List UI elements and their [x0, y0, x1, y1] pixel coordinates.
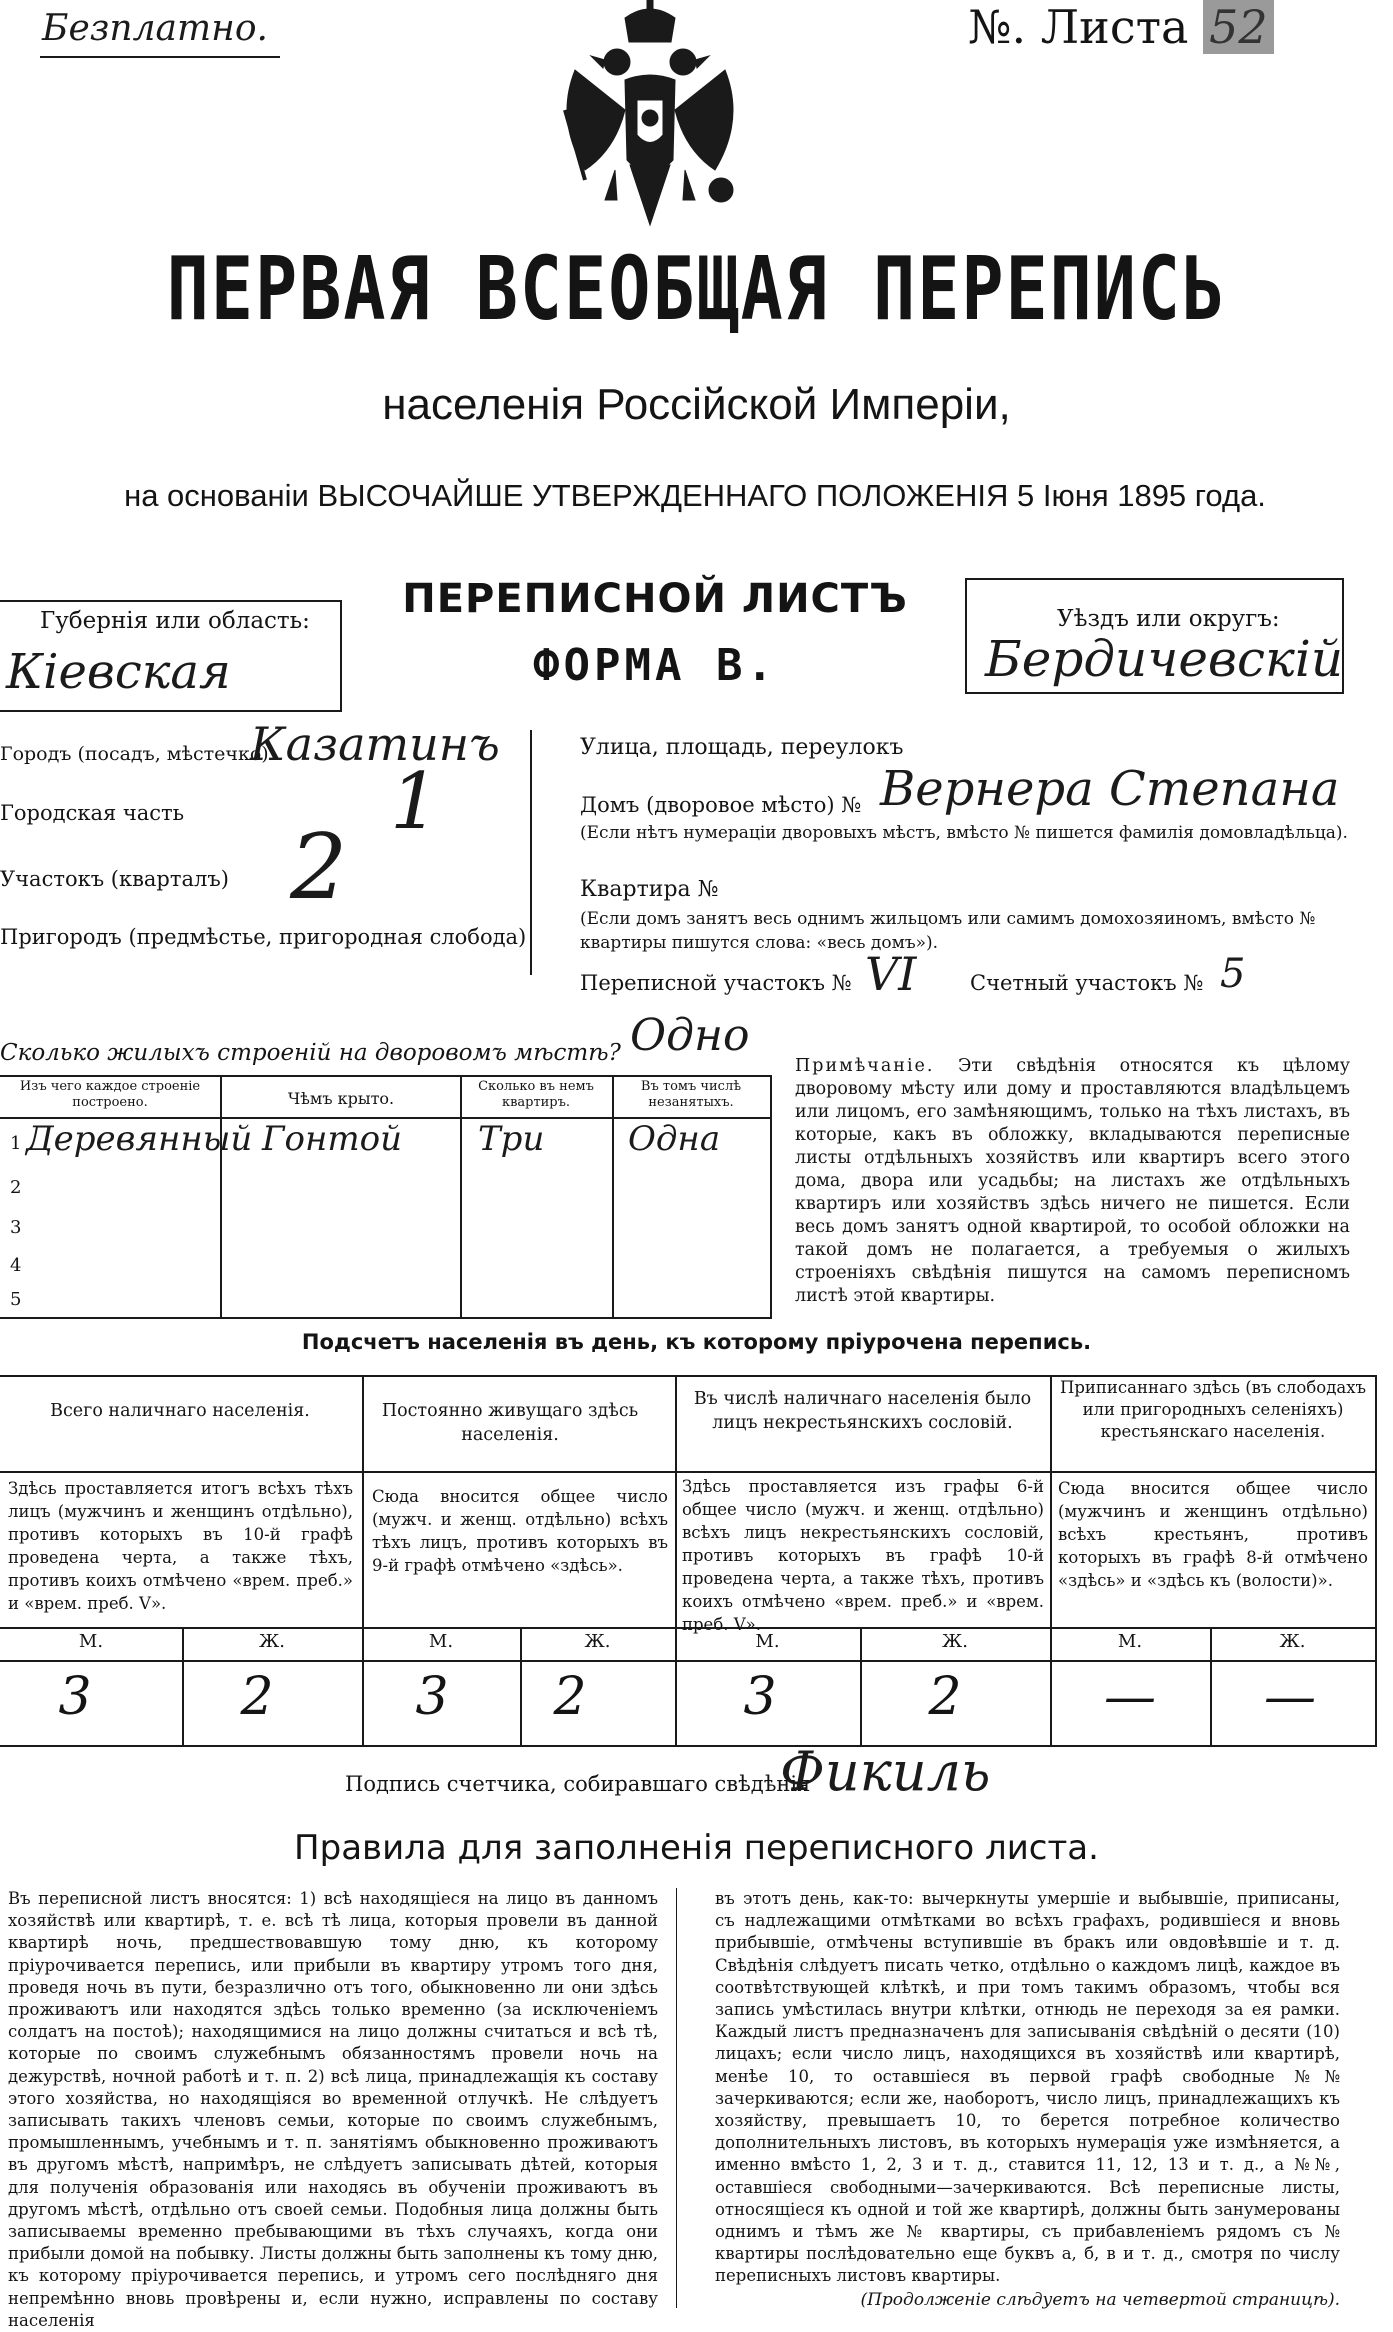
note-text: Эти свѣдѣнія относятся къ цѣлому дворовому мѣсту или дому и проставляются владѣльцемъ или лицомъ, его замѣняющимъ, только на тѣхъ листахъ, въ которые, какъ въ обложку, вкладываются переписные листы отдѣльныхъ хозяйствъ или квартиръ всего этого дома, двора или усадьбы; на листахъ же отдѣльныхъ квартиръ или хозяйствъ здѣсь ничего не пишется. Если весь домъ занятъ одной квартирой, то особой обложки на такой домъ не полагается, а требуемыя о жилыхъ строеніяхъ свѣдѣнія пишутся на самомъ переписномъ листѣ этой квартиры. — [795, 1056, 1350, 1306]
summary-col-total-desc: Здѣсь проставляется итогъ всѣхъ тѣхъ лицъ (мужчинъ и женщинъ отдѣльно), противъ которыхъ въ 10-й графѣ проведена черта, а также тѣхъ, противъ коихъ отмѣчено «врем. преб.» и «врем. преб. V». — [8, 1479, 353, 1613]
summary-col-peasant-head: Приписаннаго здѣсь (въ слободахъ или пригородныхъ селеніяхъ) крестьянскаго населенія. — [1059, 1378, 1367, 1441]
rules-left-column: Въ переписной листъ вносятся: 1) всѣ находящіеся на лицо въ данномъ хозяйствѣ или квартирѣ, т. е. всѣ тѣ лица, которыя провели въ данной квартирѣ ночь, предшествовавшую тому дню, къ которому пріурочивается перепись, или прибыли въ квартиру утромъ того дня, проведя ночь въ пути, безразлично отъ того, обыкновенно ли они здѣсь проживаютъ или находятся здѣсь только временно (за исключеніемъ солдатъ на постоѣ); находящимися на лицо должны считаться и всѣ тѣ, которые по своимъ служебнымъ обязанностямъ провели ночь на дежурствѣ, ночной работѣ и т. п. 2) всѣ лица, принадлежащія къ составу этого хозяйства, но находящіяся во временной отлучкѣ. Не слѣдуетъ записывать такихъ членовъ семьи, которые по своимъ служебнымъ, промышленнымъ, учебнымъ и т. п. занятіямъ обыкновенно проживаютъ въ другомъ мѣстѣ, напримѣръ, не слѣдуетъ записывать дѣтей, которыя для полученія образованія или находясь въ обученіи проживаютъ въ другомъ мѣстѣ, отдѣльно отъ своей семьи. Подобныя лица должны быть записываемы временно пребывающими въ тѣхъ случаяхъ, когда они прибыли домой на побывку. Листы должны быть заполнены къ тому дню, къ которому пріурочивается перепись, и утромъ сего послѣдняго дня непремѣнно вновь провѣрены и, если нужно, исправлены по составу населенія — [8, 1889, 658, 2330]
female-label: Ж. — [584, 1631, 611, 1652]
free-label: Безплатно. — [42, 8, 268, 49]
row-number: 2 — [10, 1177, 22, 1198]
city-part-value: 1 — [390, 757, 440, 847]
rules-right-text: въ этотъ день, как-то: вычеркнуты умершіе и выбывшіе, приписаны, съ надлежащими отмѣтками во всѣхъ графахъ, родившіеся и вновь прибывшіе, отмѣчены вступившіе въ бракъ или овдовѣвшіе и т. д. Свѣдѣнія слѣдуетъ писать четко, отдѣльно о каждомъ лицѣ, каждое въ соотвѣтствующей клѣткѣ, и при томъ такимъ образомъ, чтобы вся запись умѣстилась внутри клѣтки, отнюдь не переходя за ея рамки. Каждый листъ предназначенъ для записыванія свѣдѣній о десяти (10) лицахъ; если число лицъ, находящихся въ хозяйствѣ или квартирѣ, менѣе 10, то оставшіеся въ первой графѣ свободные №№ зачеркиваются; если же, наоборотъ, число лицъ, принадлежащихъ къ хозяйству, превышаетъ 10, то берется потребное количество дополнительныхъ листовъ, въ которыхъ нумерація уже измѣняется, а именно вмѣсто 1, 2, 3 и т. д., ставится 11, 12, 13 и т. д., а №№, оставшіеся свободными—зачеркиваются. Всѣ переписные листы, относящіеся къ одной и той же квартирѣ, должны быть занумерованы однимъ и тѣмъ же № квартиры, съ прибавленіемъ рядомъ съ № квартиры послѣдовательно еще буквъ а, б, в и т. д., смотря по числу переписныхъ листовъ квартиры. — [715, 1889, 1340, 2286]
male-label: М. — [428, 1631, 454, 1652]
rules-right-column — [715, 1888, 1340, 2310]
sheet-number-label: №. Листа — [968, 0, 1189, 54]
district-value: 2 — [290, 815, 348, 920]
row-roof: Гонтой — [262, 1119, 402, 1159]
city-value: Казатинъ — [250, 717, 500, 771]
buildings-header-apartments: Сколько въ немъ квартиръ. — [478, 1079, 594, 1110]
buildings-header-material: Изъ чего каждое строеніе построено. — [19, 1079, 201, 1110]
city-label: Городъ (посадъ, мѣстечко) — [0, 743, 269, 765]
female-label: Ж. — [942, 1631, 968, 1652]
summary-col-peasant-desc: Сюда вносится общее число (мужчинъ и женщинъ отдѣльно) всѣхъ крестьянъ, противъ которыхъ въ графѣ 8-й отмѣчено «здѣсь» и «здѣсь къ (волости)». — [1058, 1479, 1368, 1590]
female-label: Ж. — [259, 1631, 285, 1652]
buildings-header-roof: Чѣмъ крыто. — [287, 1089, 395, 1108]
gubernia-box — [0, 600, 342, 712]
table-row — [0, 1119, 770, 1165]
male-label: М. — [78, 1631, 104, 1652]
address-left — [0, 715, 560, 975]
row-number: 4 — [10, 1255, 22, 1276]
buildings-table — [0, 1075, 772, 1319]
form-type: ФОРМА В. — [533, 640, 777, 691]
buildings-question: Сколько жилыхъ строеній на дворовомъ мѣстѣ? — [0, 1040, 621, 1066]
count-district-label: Счетный участокъ № — [970, 971, 1204, 995]
uezd-box — [965, 578, 1344, 694]
permanent-male-value: 3 — [415, 1667, 449, 1727]
signature-value: Фикиль — [780, 1740, 991, 1803]
buildings-answer: Одно — [630, 1010, 750, 1061]
census-district-label: Переписной участокъ № — [580, 971, 852, 995]
gubernia-label: Губернія или область: — [40, 608, 310, 634]
summary-col-nonpeasant-head: Въ числѣ наличнаго населенія было лицъ некрестьянскихъ сословій. — [693, 1389, 1032, 1433]
row-apartments: Три — [478, 1119, 545, 1159]
permanent-female-value: 2 — [553, 1667, 587, 1727]
signature-label: Подпись счетчика, собиравшаго свѣдѣнія — [345, 1772, 811, 1796]
row-number: 5 — [10, 1289, 22, 1310]
nonpeasant-female-value: 2 — [928, 1667, 962, 1727]
sheet-number — [968, 0, 1274, 54]
summary-col-permanent-head: Постоянно живущаго здѣсь населенія. — [381, 1401, 639, 1445]
male-label: М. — [1117, 1631, 1143, 1652]
buildings-note — [795, 1055, 1350, 1308]
suburb-label: Пригородъ (предмѣстье, пригородная слобода) — [0, 925, 527, 949]
summary-title: Подсчетъ населенія въ день, къ которому пріурочена перепись. — [301, 1330, 1092, 1354]
city-part-label: Городская часть — [0, 801, 185, 825]
uezd-label: Уѣздъ или округъ: — [1057, 606, 1280, 632]
peasant-male-value: — — [1104, 1667, 1156, 1727]
census-subtitle: населенія Россійской Имперіи, — [382, 380, 1011, 429]
total-male-value: 3 — [58, 1667, 92, 1727]
census-title: ПЕРВАЯ ВСЕОБЩАЯ ПЕРЕПИСЬ — [166, 237, 1227, 341]
form-name: ПЕРЕПИСНОЙ ЛИСТЪ — [402, 576, 908, 622]
rules-title: Правила для заполненія переписного листа. — [294, 1828, 1099, 1868]
female-label: Ж. — [1279, 1631, 1306, 1652]
sheet-number-value: 52 — [1203, 0, 1274, 54]
rules-continued: (Продолженіе слѣдуетъ на четвертой страницѣ). — [860, 2289, 1340, 2310]
census-district — [580, 947, 1380, 1015]
street-label: Улица, площадь, переулокъ — [580, 735, 904, 760]
summary-col-total-head: Всего наличнаго населенія. — [50, 1401, 310, 1421]
peasant-female-value: — — [1264, 1667, 1316, 1727]
summary-table — [0, 1375, 1377, 1747]
note-label: Примѣчаніе. — [795, 1056, 935, 1076]
house-value: Вернера Степана — [880, 761, 1340, 817]
uezd-value: Бердичевскій — [985, 630, 1344, 688]
house-label: Домъ (дворовое мѣсто) № — [580, 793, 862, 817]
summary-col-permanent-desc: Сюда вносится общее число (мужч. и женщ. отдѣльно) всѣхъ тѣхъ лицъ, противъ которыхъ въ 9-й графѣ отмѣчено «здѣсь». — [372, 1487, 668, 1575]
coat-of-arms-icon — [545, 0, 755, 230]
buildings-header-vacant: Въ томъ числѣ незанятыхъ. — [640, 1079, 742, 1110]
male-label: М. — [755, 1631, 780, 1652]
census-basis: на основаніи ВЫСОЧАЙШЕ УТВЕРЖДЕННАГО ПОЛОЖЕНІЯ 5 Іюня 1895 года. — [124, 478, 1266, 513]
total-female-value: 2 — [240, 1667, 274, 1727]
row-vacant: Одна — [628, 1119, 721, 1159]
row-number: 3 — [10, 1217, 22, 1238]
nonpeasant-male-value: 3 — [743, 1667, 777, 1727]
row-number: 1 — [10, 1133, 22, 1154]
census-district-value: VI — [865, 947, 917, 1001]
district-label: Участокъ (кварталъ) — [0, 867, 229, 891]
count-district-value: 5 — [1220, 951, 1246, 997]
house-note: (Если нѣтъ нумераціи дворовыхъ мѣстъ, вмѣсто № пишется фамилія домовладѣльца). — [580, 823, 1348, 843]
apartment-note: (Если домъ занятъ весь однимъ жильцомъ или самимъ домохозяиномъ, вмѣсто № квартиры пишутся слова: «весь домъ»). — [580, 909, 1316, 953]
apartment-label: Квартира № — [580, 877, 719, 902]
gubernia-value: Кіевская — [6, 644, 231, 700]
summary-col-nonpeasant-desc: Здѣсь проставляется изъ графы 6-й общее число (мужч. и женщ. отдѣльно) всѣхъ лицъ некрестьянскихъ сословій, противъ которыхъ въ графѣ 10-й проведена черта, а также тѣхъ, противъ коихъ отмѣчено «врем. преб.» и «врем. преб. V». — [682, 1477, 1044, 1634]
row-material: Деревянный — [26, 1119, 253, 1159]
